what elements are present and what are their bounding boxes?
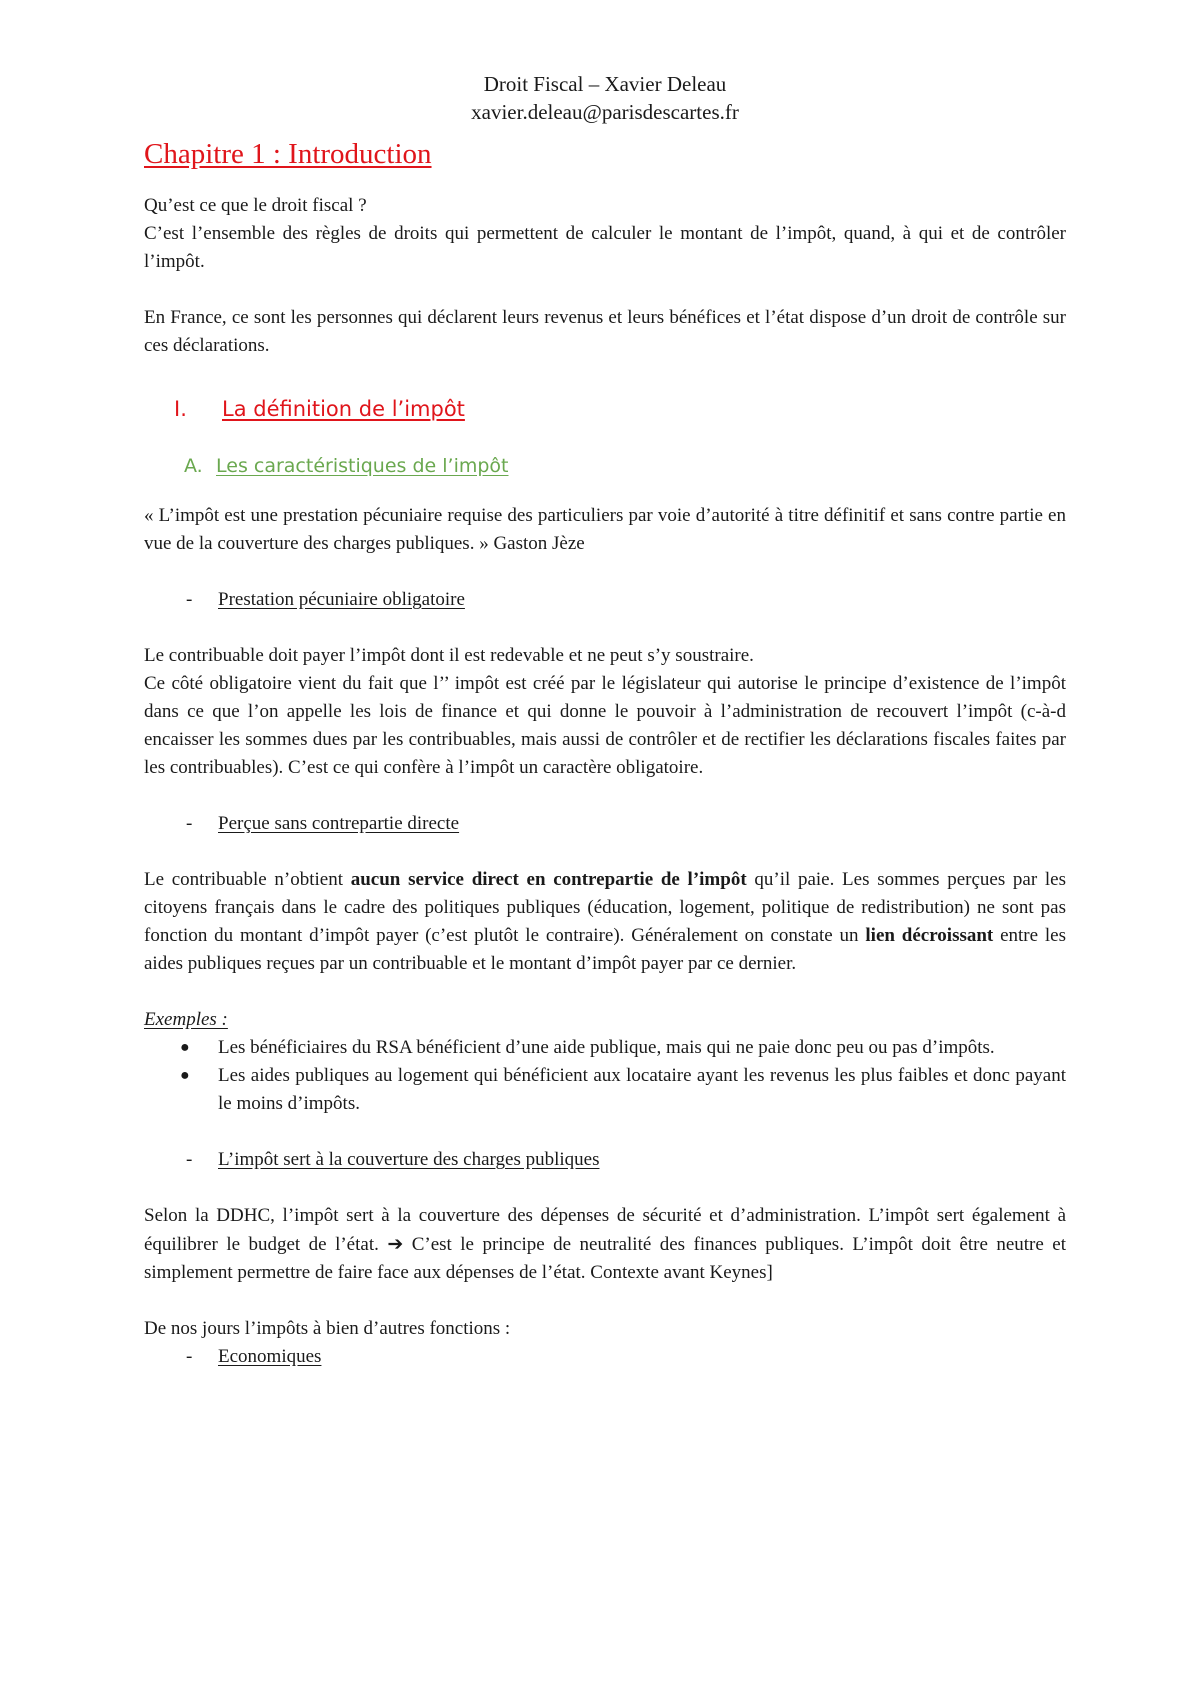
header-author-line: Droit Fiscal – Xavier Deleau — [483, 72, 727, 96]
arrow-right-icon: ➔ — [387, 1233, 404, 1255]
bold-text: lien décroissant — [865, 925, 994, 946]
intro-answer: C’est l’ensemble des règles de droits qui permettent de calculer le montant de l’impôt, quand, à qui et de contrôler l’impôt. — [144, 223, 1066, 272]
bullet-icon: ● — [180, 1067, 190, 1084]
list-item — [144, 1062, 1066, 1118]
chapter-title: Chapitre 1 : Introduction — [144, 138, 432, 170]
text-run: entre les aides publiques reçues par un contribuable et le montant d’impôt payer par ce dernier. — [144, 925, 1067, 974]
obligatoire-paragraph-1: Le contribuable doit payer l’impôt dont il est redevable et ne peut s’y soustraire. — [144, 645, 754, 666]
point-obligatoire — [144, 586, 1066, 614]
text-run: C’est le principe de neutralité des finances publiques. L’impôt doit être neutre et simplement permettre de faire face aux dépenses de l’état. Contexte avant Keynes] — [144, 1234, 1066, 1283]
section-title: La définition de l’impôt — [222, 397, 465, 421]
header-email-line: xavier.deleau@parisdescartes.fr — [471, 100, 739, 124]
dash-marker: - — [186, 1149, 193, 1170]
list-item — [144, 1034, 1066, 1062]
point-title: Prestation pécuniaire obligatoire — [218, 589, 465, 610]
point-sans-contrepartie — [144, 810, 1066, 838]
text-run: Selon la DDHC, l’impôt sert à la couverture des dépenses de sécurité et d’administration. L’impôt sert également à équilibrer le budget de l’état. — [144, 1205, 1066, 1255]
section-heading-1 — [144, 394, 1066, 424]
subsection-title: Les caractéristiques de l’impôt — [216, 455, 509, 477]
bold-text: aucun service direct en contrepartie de l’impôt — [350, 869, 747, 890]
subsection-heading-a — [144, 452, 1066, 480]
document-content — [144, 70, 1066, 1371]
section-number: I. — [174, 397, 187, 421]
dash-marker: - — [186, 1346, 193, 1367]
examples-list — [144, 1034, 1066, 1118]
point-title: L’impôt sert à la couverture des charges publiques — [218, 1149, 600, 1170]
charges-paragraph — [144, 1202, 1066, 1287]
jeze-quote: « L’impôt est une prestation pécuniaire requise des particuliers par voie d’autorité à titre définitif et sans contre partie en vue de la couverture des charges publiques. » Gaston Jèze — [144, 505, 1066, 554]
examples-label: Exemples : — [144, 1009, 228, 1030]
text-run: qu’il paie. Les sommes perçues par les citoyens français dans le cadre des politiques publiques (éducation, logement, politique de redistribution) ne sont pas fonction du montant d’impôt payer (c’est plutôt le contraire). Généralement on constate un — [144, 869, 1066, 946]
point-title: Economiques — [218, 1346, 322, 1367]
text-run: Le contribuable n’obtient — [144, 869, 351, 890]
dash-marker: - — [186, 589, 193, 610]
contrepartie-paragraph — [144, 866, 1066, 978]
list-item-text: Les bénéficiaires du RSA bénéficient d’une aide publique, mais qui ne paie donc peu ou pas d’impôts. — [218, 1037, 995, 1058]
dash-marker: - — [186, 813, 193, 834]
intro-france: En France, ce sont les personnes qui déclarent leurs revenus et leurs bénéfices et l’état dispose d’un droit de contrôle sur ces déclarations. — [144, 307, 1066, 356]
list-item-text: Les aides publiques au logement qui bénéficient aux locataire ayant les revenus les plus faibles et donc payant le moins d’impôts. — [218, 1065, 1066, 1114]
point-charges-publiques — [144, 1146, 1066, 1174]
bullet-icon: ● — [180, 1039, 190, 1056]
point-economiques — [144, 1343, 1066, 1371]
other-functions-line: De nos jours l’impôts à bien d’autres fonctions : — [144, 1318, 511, 1339]
subsection-number: A. — [184, 455, 203, 477]
document-header — [144, 70, 1066, 126]
obligatoire-paragraph-2: Ce côté obligatoire vient du fait que l’’ impôt est créé par le législateur qui autorise le principe d’existence de l’impôt dans ce que l’on appelle les lois de finance et qui donne le pouvoir à l’administration de recouvert l’impôt (c-à-d encaisser les sommes dues par les contribuables, mais aussi de contrôler et de rectifier les déclarations fiscales faites par les contribuables). C’est ce qui confère à l’impôt un caractère obligatoire. — [144, 673, 1066, 778]
intro-question: Qu’est ce que le droit fiscal ? — [144, 195, 367, 216]
point-title: Perçue sans contrepartie directe — [218, 813, 460, 834]
